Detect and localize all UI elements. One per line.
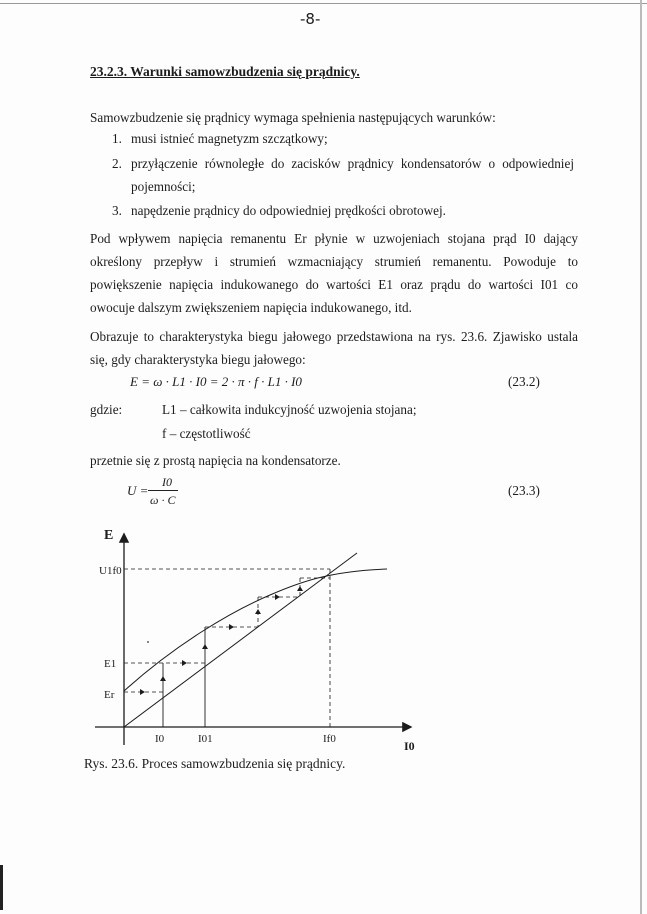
equation-number: (23.2)	[508, 374, 540, 389]
y-tick-label: U1f0	[99, 565, 122, 577]
equation-23-3-lhs: U =	[127, 483, 149, 498]
paragraph-capacitor: przetnie się z prostą napięcia na kondensatorze.	[90, 453, 341, 468]
x-axis-label: I0	[404, 739, 415, 753]
where-label: gdzie:	[90, 402, 123, 417]
list-number: 3.	[112, 203, 122, 218]
section-title: 23.2.3. Warunki samowzbudzenia się prądnicy.	[90, 64, 360, 79]
paragraph-characteristic: Obrazuje to charakterystyka biegu jałowego przedstawiona na rys. 23.6. Zjawisko ustala się, gdy charakterystyka biegu jałowego:	[90, 329, 578, 367]
page-number: -8-	[300, 10, 321, 28]
list-item: napędzenie prądnicy do odpowiedniej prędkości obrotowej.	[131, 203, 446, 218]
y-axis-label: E	[104, 528, 114, 543]
capacitor-line	[124, 553, 357, 727]
list-item-continuation: pojemności;	[131, 179, 196, 194]
equation-denominator: ω · C	[150, 493, 176, 507]
y-tick-label: E1	[104, 658, 117, 670]
where-item: L1 – całkowita indukcyjność uzwojenia stojana;	[162, 402, 417, 417]
list-number: 2.	[112, 156, 122, 171]
y-tick-label: Er	[104, 689, 115, 701]
figure-caption: Rys. 23.6. Proces samowzbudzenia się prądnicy.	[84, 756, 346, 771]
equation-23-2: E = ω · L1 · I0 = 2 · π · f · L1 · I0	[130, 374, 302, 389]
where-item: f – częstotliwość	[162, 426, 251, 441]
x-tick-label: If0	[323, 733, 336, 745]
intro-text: Samowzbudzenie się prądnicy wymaga spełnienia następujących warunków:	[90, 110, 496, 125]
list-number: 1.	[112, 131, 122, 146]
paragraph-remanence: Pod wpływem napięcia remanentu Er płynie w uzwojeniach stojana prąd I0 dający określony przepływ i strumień wzmacniający strumień remanentu. Powoduje to powiększenie napięcia indukowanego do wartości E1 oraz prądu do wartości I01 co owocuje dalszym zwiększeniem napięcia indukowanego, itd.	[90, 231, 578, 315]
list-item: musi istnieć magnetyzm szczątkowy;	[131, 131, 328, 146]
equation-numerator: I0	[162, 475, 172, 489]
list-item: przyłączenie równoległe do zacisków prądnicy kondensatorów o odpowiedniej	[131, 156, 574, 171]
equation-number: (23.3)	[508, 483, 540, 498]
x-tick-label: I01	[198, 733, 213, 745]
x-tick-label: I0	[155, 733, 165, 745]
